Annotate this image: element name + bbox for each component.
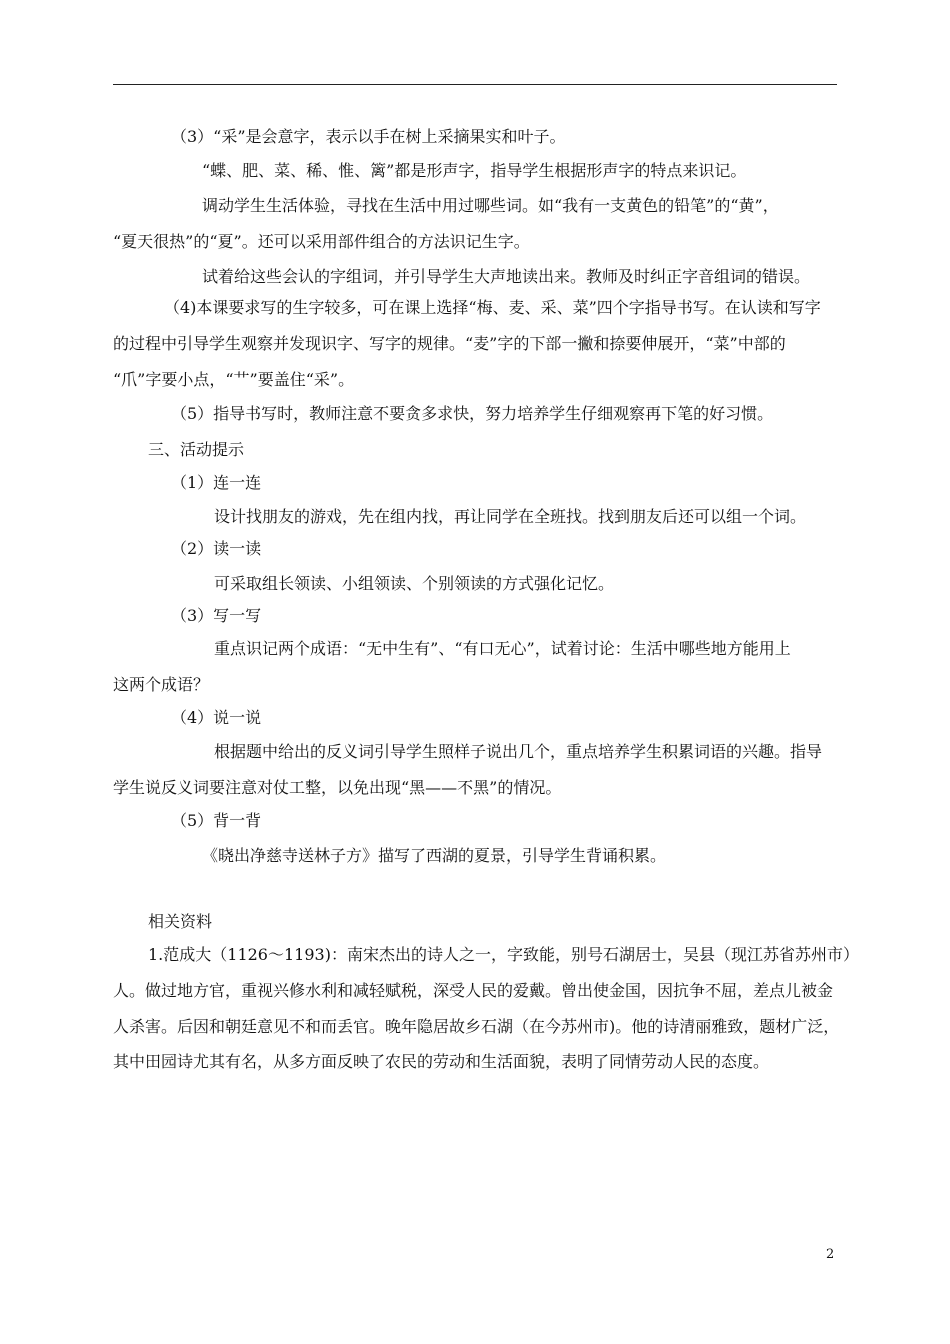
text-line: “夏天很热”的“夏”。还可以采用部件组合的方法识记生字。	[113, 232, 530, 251]
text-line: 《晓出净慈寺送林子方》描写了西湖的夏景，引导学生背诵积累。	[202, 846, 667, 865]
text-line: 可采取组长领读、小组领读、个别领读的方式强化记忆。	[214, 574, 615, 593]
text-line: （3）“采”是会意字，表示以手在树上采摘果实和叶子。	[171, 127, 566, 146]
text-line: （4)本课要求写的生字较多，可在课上选择“梅、麦、采、菜”四个字指导书写。在认读和写字	[164, 298, 821, 317]
text-line: （5）指导书写时，教师注意不要贪多求快，努力培养学生仔细观察再下笔的好习惯。	[171, 404, 774, 423]
text-line: 设计找朋友的游戏，先在组内找，再让同学在全班找。找到朋友后还可以组一个词。	[214, 507, 807, 526]
text-line: 学生说反义词要注意对仗工整，以免出现“黑——不黑”的情况。	[113, 778, 562, 797]
subheading: （1）连一连	[171, 473, 262, 492]
text-line: 这两个成语？	[113, 675, 210, 694]
subheading: （3）写一写	[171, 606, 262, 625]
subheading: （5）背一背	[171, 811, 262, 830]
text-line: 试着给这些会认的字组词，并引导学生大声地读出来。教师及时纠正字音组词的错误。	[202, 267, 811, 286]
section-heading: 相关资料	[148, 912, 213, 931]
text-line: 的过程中引导学生观察并发现识字、写字的规律。“麦”字的下部一撇和捺要伸展开，“菜”中部的	[113, 334, 786, 353]
text-line: “蝶、肥、菜、稀、惟、篱”都是形声字，指导学生根据形声字的特点来识记。	[202, 161, 747, 180]
subheading: （4）说一说	[171, 708, 262, 727]
text-line: 1.范成大（1126～1193)：南宋杰出的诗人之一，字致能，别号石湖居士，吴县（现江苏省苏州市）	[148, 945, 859, 964]
text-line: 人。做过地方官，重视兴修水利和减轻赋税，深受人民的爱戴。曾出使金国，因抗争不屈，差点儿被金	[113, 981, 834, 1000]
text-line: “爪”字要小点，“艹”要盖住“采”。	[113, 370, 355, 389]
header-rule	[113, 84, 837, 85]
page-number: 2	[826, 1247, 835, 1262]
text-line: 根据题中给出的反义词引导学生照样子说出几个，重点培养学生积累词语的兴趣。指导	[214, 742, 823, 761]
subheading: （2）读一读	[171, 539, 262, 558]
text-line: 其中田园诗尤其有名，从多方面反映了农民的劳动和生活面貌，表明了同情劳动人民的态度。	[113, 1052, 770, 1071]
text-line: 调动学生生活体验，寻找在生活中用过哪些词。如“我有一支黄色的铅笔”的“黄”，	[202, 196, 779, 215]
text-line: 重点识记两个成语：“无中生有”、“有口无心”，试着讨论：生活中哪些地方能用上	[214, 639, 791, 658]
section-heading: 三、活动提示	[148, 440, 245, 459]
text-line: 人杀害。后因和朝廷意见不和而丢官。晚年隐居故乡石湖（在今苏州市)。他的诗清丽雅致，题材广泛，	[113, 1017, 840, 1036]
